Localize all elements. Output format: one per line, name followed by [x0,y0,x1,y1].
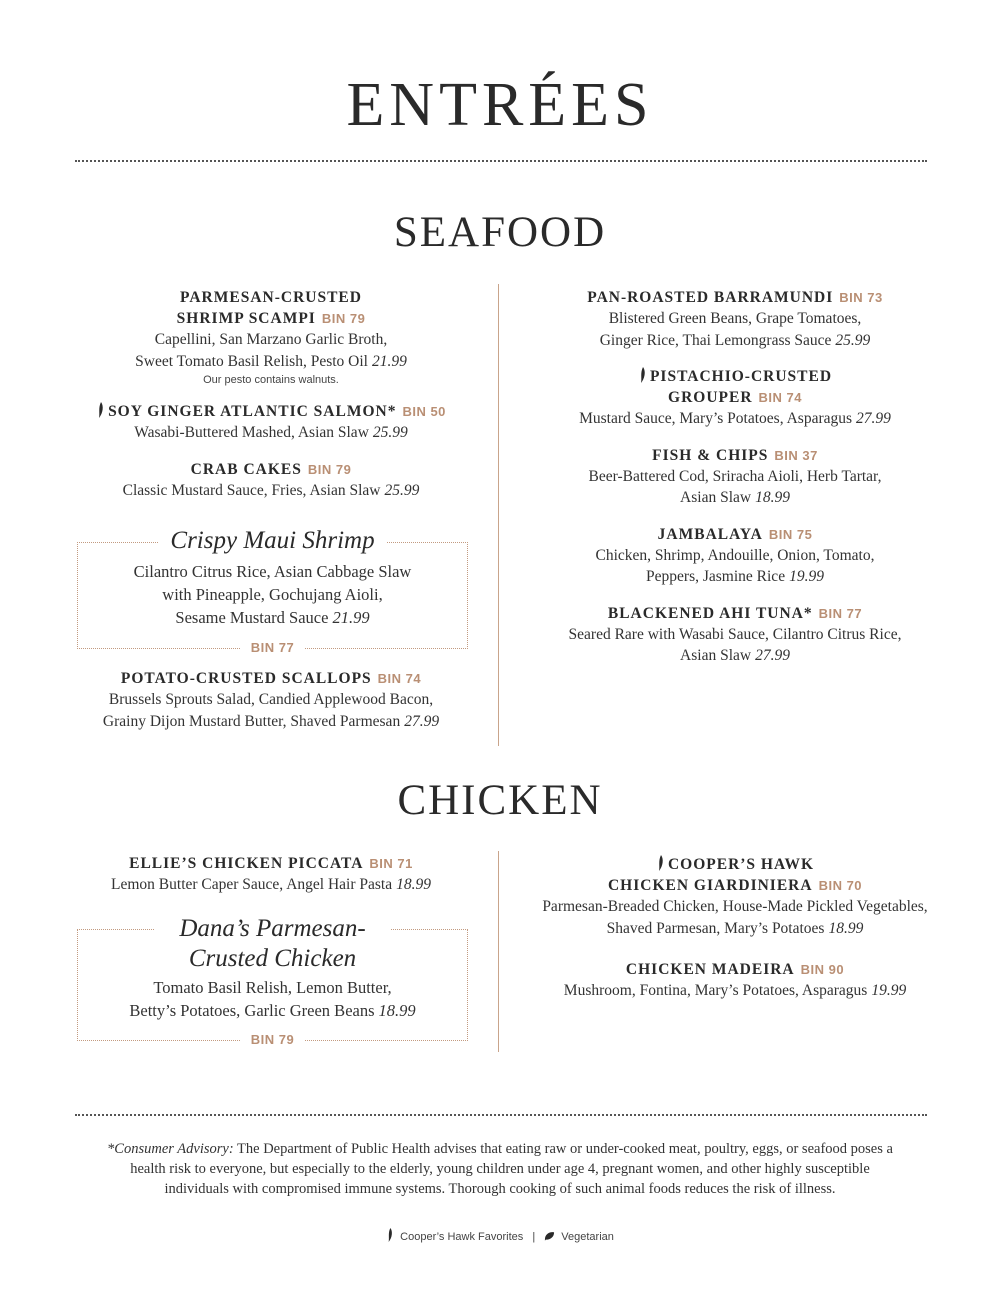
menu-item-atlantic-salmon [75,401,467,444]
feature-title: Dana’s Parmesan- Crusted Chicken [78,914,467,974]
menu-item-ahi-tuna [530,603,940,667]
item-price: 18.99 [396,876,431,893]
item-price: 19.99 [789,568,824,585]
item-description: Wasabi-Buttered Mashed, Asian Slaw 25.99 [134,424,408,441]
item-name: JAMBALAYA BIN 75 [657,525,813,543]
bin-label: BIN 50 [402,404,446,419]
item-name: CRAB CAKES BIN 79 [190,460,352,478]
bin-label: BIN 90 [800,962,845,977]
feature-description: Tomato Basil Relish, Lemon Butter, Betty’s Potatoes, Garlic Green Beans 18.99 [129,978,416,1020]
menu-item-chicken-giardiniera [530,854,940,939]
seafood-left-column [75,287,467,516]
legend-vegetarian-label: Vegetarian [561,1231,614,1243]
chicken-right-column [530,854,940,1017]
feature-title: Crispy Maui Shrimp [78,526,467,556]
page-title: ENTRÉES [346,71,654,139]
feature-box-crispy-maui-shrimp [77,527,468,655]
menu-item-chicken-madeira [530,959,940,1002]
menu-item-pistachio-grouper [530,366,940,430]
item-name: PISTACHIO-CRUSTED GROUPER BIN 74 [530,366,940,408]
item-description: Brussels Sprouts Salad, Candied Applewood Bacon, Grainy Dijon Mustard Butter, Shaved Parmesan 27.99 [102,691,440,730]
item-description: Seared Rare with Wasabi Sauce, Cilantro Citrus Rice, Asian Slaw 27.99 [568,625,902,664]
bin-label: BIN 75 [768,526,813,542]
advisory-lead: *Consumer Advisory: [107,1141,234,1157]
feather-icon [386,1228,393,1242]
seafood-right-column [530,287,940,682]
bin-label: BIN 73 [839,290,883,305]
chicken-left-column [75,853,467,911]
item-price: 21.99 [332,608,370,627]
item-description: Mustard Sauce, Mary’s Potatoes, Asparagus 27.99 [579,410,891,427]
item-price: 25.99 [384,481,420,499]
bin-label: BIN 74 [758,390,802,405]
item-name: FISH & CHIPS BIN 37 [652,446,818,464]
item-price: 18.99 [828,919,864,937]
bottom-divider [75,1114,927,1116]
feature-bin: BIN 77 [78,639,467,657]
item-name: ELLIE’S CHICKEN PICCATA BIN 71 [129,855,413,872]
item-name: PARMESAN-CRUSTED SHRIMP SCAMPI BIN 79 [176,289,366,327]
item-description: Lemon Butter Caper Sauce, Angel Hair Pasta 18.99 [111,876,431,893]
item-description: Classic Mustard Sauce, Fries, Asian Slaw 25.99 [122,481,420,499]
item-name: PAN-ROASTED BARRAMUNDI BIN 73 [587,289,883,306]
bin-label: BIN 70 [818,878,863,893]
bin-label: BIN 77 [818,605,863,621]
menu-item-barramundi [530,287,940,351]
menu-item-potato-crusted-scallops [75,668,467,732]
bin-label: BIN 74 [377,671,422,686]
menu-item-fish-and-chips [530,445,940,509]
feather-icon [96,402,104,418]
seafood-column-divider [498,284,499,746]
menu-item-chicken-piccata [75,853,467,896]
feather-icon [656,855,664,871]
feature-description: Cilantro Citrus Rice, Asian Cabbage Slaw with Pineapple, Gochujang Aioli, Sesame Mustard Sauce 21.99 [133,562,412,627]
legend-favorites-label: Cooper’s Hawk Favorites [400,1231,524,1243]
item-description: Capellini, San Marzano Garlic Broth, Sweet Tomato Basil Relish, Pesto Oil 21.99 [135,331,407,370]
bin-label: BIN 37 [774,447,818,463]
item-price: 27.99 [755,647,790,664]
menu-item-shrimp-scampi [75,287,467,386]
menu-item-jambalaya [530,524,940,588]
bin-label: BIN 79 [321,311,366,326]
bin-label: BIN 71 [369,856,413,871]
item-name: CHICKEN MADEIRA BIN 90 [625,961,845,978]
item-description: Mushroom, Fontina, Mary’s Potatoes, Asparagus 19.99 [563,982,907,999]
item-description: Blistered Green Beans, Grape Tomatoes, Ginger Rice, Thai Lemongrass Sauce 25.99 [599,310,871,349]
seafood-left-column-bottom [75,668,467,747]
feather-icon [638,367,646,383]
top-divider [75,160,927,162]
item-description: Beer-Battered Cod, Sriracha Aioli, Herb Tartar, Asian Slaw 18.99 [588,467,882,506]
seafood-heading: SEAFOOD [393,209,607,256]
leaf-icon [544,1231,555,1241]
advisory-text: The Department of Public Health advises that eating raw or under-cooked meat, poultry, eggs, or seafood poses a health risk to everyone, but especially to the elderly, young children under age 4, pregnant women, and other highly susceptible individuals with compromised immune systems. Thorough cooking of such animal foods reduces the risk of illness. [130,1141,893,1197]
item-description: Parmesan-Breaded Chicken, House-Made Pickled Vegetables, Shaved Parmesan, Mary’s Potatoes 18.99 [542,898,928,937]
icon-legend [0,1228,1000,1243]
bin-label: BIN 79 [307,461,352,477]
item-price: 27.99 [856,410,891,427]
item-price: 25.99 [835,331,871,349]
chicken-heading: CHICKEN [397,777,603,824]
item-price: 19.99 [871,982,907,999]
consumer-advisory [100,1139,900,1199]
item-price: 25.99 [372,424,408,441]
item-name: COOPER’S HAWK CHICKEN GIARDINIERA BIN 70 [607,856,863,894]
feature-box-parmesan-crusted-chicken [77,915,468,1047]
item-description: Chicken, Shrimp, Andouille, Onion, Tomato, Peppers, Jasmine Rice 19.99 [595,546,875,585]
allergen-note: Our pesto contains walnuts. [203,374,339,386]
item-price: 18.99 [755,489,790,506]
item-name: POTATO-CRUSTED SCALLOPS BIN 74 [120,670,422,687]
feature-bin: BIN 79 [78,1031,467,1049]
menu-item-crab-cakes [75,459,467,502]
item-price: 27.99 [404,712,440,730]
legend-separator: | [532,1231,536,1243]
item-name: BLACKENED AHI TUNA* BIN 77 [607,604,863,622]
chicken-column-divider [498,851,499,1052]
item-name: SOY GINGER ATLANTIC SALMON* BIN 50 [75,401,467,422]
item-price: 18.99 [378,1001,416,1020]
item-price: 21.99 [371,352,407,370]
